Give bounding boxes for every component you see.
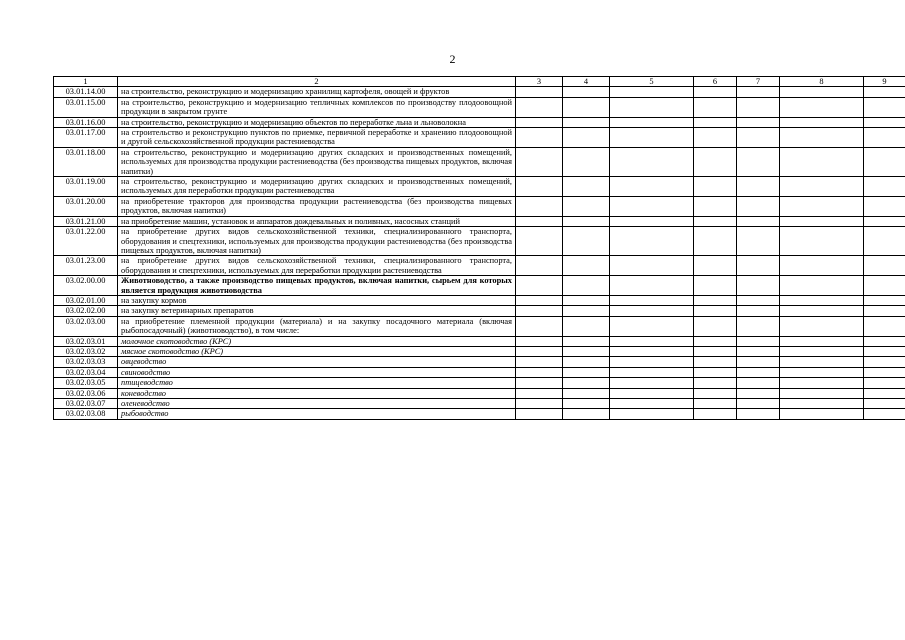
- column-number-9: 9: [864, 77, 905, 87]
- value-cell-col-8: [780, 388, 864, 398]
- row-code: 03.02.03.08: [54, 409, 118, 419]
- value-cell-col-8: [780, 399, 864, 409]
- value-cell-col-8: [780, 295, 864, 305]
- value-cell-col-9: [864, 378, 905, 388]
- row-description: свиноводство: [118, 367, 516, 377]
- row-code: 03.02.03.06: [54, 388, 118, 398]
- value-cell-col-7: [737, 128, 780, 148]
- row-description: на строительство, реконструкцию и модернизацию тепличных комплексов по производству плодоовощной продукции в закрытом грунте: [118, 97, 516, 117]
- value-cell-col-5: [610, 367, 694, 377]
- value-cell-col-9: [864, 87, 905, 97]
- value-cell-col-9: [864, 399, 905, 409]
- value-cell-col-6: [694, 216, 737, 226]
- value-cell-col-9: [864, 316, 905, 336]
- value-cell-col-4: [563, 295, 610, 305]
- row-description: молочное скотоводство (КРС): [118, 336, 516, 346]
- value-cell-col-6: [694, 409, 737, 419]
- value-cell-col-4: [563, 409, 610, 419]
- value-cell-col-9: [864, 367, 905, 377]
- value-cell-col-8: [780, 316, 864, 336]
- row-code: 03.02.03.07: [54, 399, 118, 409]
- value-cell-col-7: [737, 216, 780, 226]
- value-cell-col-9: [864, 177, 905, 197]
- value-cell-col-7: [737, 316, 780, 336]
- table-row: [54, 177, 905, 197]
- table-row: [54, 306, 905, 316]
- row-code: 03.01.19.00: [54, 177, 118, 197]
- row-description: на строительство, реконструкцию и модернизацию объектов по переработке льна и льноволокна: [118, 117, 516, 127]
- value-cell-col-7: [737, 87, 780, 97]
- column-number-1: 1: [54, 77, 118, 87]
- value-cell-col-7: [737, 117, 780, 127]
- row-description: коневодство: [118, 388, 516, 398]
- row-code: 03.02.02.00: [54, 306, 118, 316]
- row-code: 03.02.03.04: [54, 367, 118, 377]
- value-cell-col-9: [864, 388, 905, 398]
- value-cell-col-3: [516, 196, 563, 216]
- table-row: [54, 256, 905, 276]
- value-cell-col-7: [737, 256, 780, 276]
- value-cell-col-4: [563, 147, 610, 176]
- row-description: на приобретение других видов сельскохозяйственной техники, специализированного транспорта, оборудования и спецтехники, используемых для переработки продукции растениеводства: [118, 256, 516, 276]
- row-description: на приобретение машин, установок и аппаратов дождевальных и поливных, насосных станций: [118, 216, 516, 226]
- value-cell-col-3: [516, 336, 563, 346]
- value-cell-col-9: [864, 196, 905, 216]
- value-cell-col-5: [610, 336, 694, 346]
- value-cell-col-3: [516, 306, 563, 316]
- table-row: [54, 128, 905, 148]
- value-cell-col-8: [780, 409, 864, 419]
- table-row: [54, 336, 905, 346]
- row-description: на приобретение племенной продукции (материала) и на закупку посадочного материала (включая рыбопосадочный) (животноводство), в том числе:: [118, 316, 516, 336]
- row-code: 03.01.14.00: [54, 87, 118, 97]
- row-code: 03.02.03.02: [54, 346, 118, 356]
- value-cell-col-5: [610, 346, 694, 356]
- row-description: птицеводство: [118, 378, 516, 388]
- row-description: на строительство, реконструкцию и модернизацию других складских и производственных помещений, используемых для переработки продукции растениеводства: [118, 177, 516, 197]
- value-cell-col-7: [737, 147, 780, 176]
- value-cell-col-6: [694, 399, 737, 409]
- value-cell-col-7: [737, 227, 780, 256]
- value-cell-col-9: [864, 357, 905, 367]
- value-cell-col-6: [694, 97, 737, 117]
- value-cell-col-9: [864, 336, 905, 346]
- value-cell-col-3: [516, 295, 563, 305]
- value-cell-col-3: [516, 346, 563, 356]
- value-cell-col-4: [563, 306, 610, 316]
- row-code: 03.02.03.01: [54, 336, 118, 346]
- value-cell-col-7: [737, 306, 780, 316]
- value-cell-col-5: [610, 388, 694, 398]
- row-code: 03.01.20.00: [54, 196, 118, 216]
- value-cell-col-9: [864, 147, 905, 176]
- value-cell-col-7: [737, 409, 780, 419]
- table-row: [54, 227, 905, 256]
- value-cell-col-6: [694, 147, 737, 176]
- table-row: [54, 316, 905, 336]
- row-code: 03.02.03.05: [54, 378, 118, 388]
- value-cell-col-9: [864, 216, 905, 226]
- value-cell-col-9: [864, 117, 905, 127]
- row-description: на приобретение других видов сельскохозяйственной техники, специализированного транспорта, оборудования и спецтехники, используемых для производства продукции растениеводства (без производства пищевых продуктов, включая напитки): [118, 227, 516, 256]
- table-row: [54, 378, 905, 388]
- value-cell-col-3: [516, 399, 563, 409]
- value-cell-col-3: [516, 117, 563, 127]
- row-code: 03.02.00.00: [54, 276, 118, 296]
- row-description: на строительство и реконструкцию пунктов по приемке, первичной переработке и хранению плодоовощной и другой сельскохозяйственной продукции растениеводства: [118, 128, 516, 148]
- value-cell-col-8: [780, 128, 864, 148]
- value-cell-col-8: [780, 177, 864, 197]
- row-code: 03.02.01.00: [54, 295, 118, 305]
- value-cell-col-6: [694, 378, 737, 388]
- value-cell-col-8: [780, 196, 864, 216]
- value-cell-col-5: [610, 316, 694, 336]
- value-cell-col-5: [610, 306, 694, 316]
- value-cell-col-8: [780, 367, 864, 377]
- value-cell-col-9: [864, 97, 905, 117]
- value-cell-col-8: [780, 227, 864, 256]
- table-row: [54, 87, 905, 97]
- value-cell-col-4: [563, 316, 610, 336]
- value-cell-col-5: [610, 147, 694, 176]
- value-cell-col-7: [737, 378, 780, 388]
- value-cell-col-5: [610, 196, 694, 216]
- table-row: [54, 117, 905, 127]
- value-cell-col-9: [864, 306, 905, 316]
- table-row: [54, 216, 905, 226]
- table-row: [54, 388, 905, 398]
- value-cell-col-8: [780, 256, 864, 276]
- value-cell-col-3: [516, 256, 563, 276]
- value-cell-col-3: [516, 87, 563, 97]
- value-cell-col-3: [516, 388, 563, 398]
- row-description: на строительство, реконструкцию и модернизацию хранилищ картофеля, овощей и фруктов: [118, 87, 516, 97]
- value-cell-col-3: [516, 409, 563, 419]
- value-cell-col-4: [563, 128, 610, 148]
- row-code: 03.01.17.00: [54, 128, 118, 148]
- table-row: [54, 295, 905, 305]
- value-cell-col-5: [610, 87, 694, 97]
- row-code: 03.01.22.00: [54, 227, 118, 256]
- value-cell-col-6: [694, 128, 737, 148]
- value-cell-col-6: [694, 367, 737, 377]
- value-cell-col-8: [780, 378, 864, 388]
- value-cell-col-6: [694, 196, 737, 216]
- row-code: 03.01.21.00: [54, 216, 118, 226]
- value-cell-col-8: [780, 216, 864, 226]
- row-code: 03.01.16.00: [54, 117, 118, 127]
- table-row: [54, 97, 905, 117]
- value-cell-col-6: [694, 336, 737, 346]
- value-cell-col-6: [694, 256, 737, 276]
- value-cell-col-3: [516, 378, 563, 388]
- value-cell-col-3: [516, 276, 563, 296]
- page-number: 2: [449, 52, 456, 66]
- value-cell-col-4: [563, 336, 610, 346]
- value-cell-col-9: [864, 276, 905, 296]
- row-code: 03.01.15.00: [54, 97, 118, 117]
- column-number-6: 6: [694, 77, 737, 87]
- value-cell-col-4: [563, 87, 610, 97]
- row-description: на закупку кормов: [118, 295, 516, 305]
- row-code: 03.02.03.00: [54, 316, 118, 336]
- table-row: [54, 367, 905, 377]
- value-cell-col-7: [737, 388, 780, 398]
- value-cell-col-9: [864, 256, 905, 276]
- value-cell-col-4: [563, 367, 610, 377]
- value-cell-col-5: [610, 399, 694, 409]
- value-cell-col-9: [864, 128, 905, 148]
- row-code: 03.01.18.00: [54, 147, 118, 176]
- row-description: на приобретение тракторов для производства продукции растениеводства (без производства пищевых продуктов, включая напитки): [118, 196, 516, 216]
- value-cell-col-3: [516, 227, 563, 256]
- value-cell-col-7: [737, 399, 780, 409]
- value-cell-col-3: [516, 97, 563, 117]
- value-cell-col-4: [563, 117, 610, 127]
- value-cell-col-9: [864, 227, 905, 256]
- value-cell-col-3: [516, 216, 563, 226]
- table-row: [54, 399, 905, 409]
- value-cell-col-3: [516, 177, 563, 197]
- value-cell-col-6: [694, 227, 737, 256]
- row-code: 03.01.23.00: [54, 256, 118, 276]
- value-cell-col-3: [516, 147, 563, 176]
- header-row: [54, 77, 905, 87]
- value-cell-col-5: [610, 409, 694, 419]
- value-cell-col-5: [610, 227, 694, 256]
- value-cell-col-7: [737, 336, 780, 346]
- value-cell-col-6: [694, 87, 737, 97]
- value-cell-col-7: [737, 295, 780, 305]
- value-cell-col-4: [563, 378, 610, 388]
- report-table: [53, 76, 905, 420]
- row-code: 03.02.03.03: [54, 357, 118, 367]
- value-cell-col-4: [563, 276, 610, 296]
- value-cell-col-6: [694, 177, 737, 197]
- value-cell-col-5: [610, 128, 694, 148]
- column-number-8: 8: [780, 77, 864, 87]
- value-cell-col-9: [864, 346, 905, 356]
- value-cell-col-3: [516, 367, 563, 377]
- value-cell-col-4: [563, 357, 610, 367]
- value-cell-col-6: [694, 295, 737, 305]
- value-cell-col-4: [563, 256, 610, 276]
- value-cell-col-5: [610, 97, 694, 117]
- value-cell-col-7: [737, 346, 780, 356]
- value-cell-col-6: [694, 357, 737, 367]
- table-row: [54, 276, 905, 296]
- value-cell-col-4: [563, 346, 610, 356]
- value-cell-col-4: [563, 177, 610, 197]
- table-row: [54, 196, 905, 216]
- table-row: [54, 346, 905, 356]
- value-cell-col-5: [610, 276, 694, 296]
- value-cell-col-4: [563, 388, 610, 398]
- value-cell-col-4: [563, 227, 610, 256]
- value-cell-col-6: [694, 388, 737, 398]
- value-cell-col-8: [780, 117, 864, 127]
- value-cell-col-6: [694, 276, 737, 296]
- value-cell-col-6: [694, 346, 737, 356]
- value-cell-col-8: [780, 336, 864, 346]
- value-cell-col-5: [610, 295, 694, 305]
- value-cell-col-6: [694, 316, 737, 336]
- table-row: [54, 357, 905, 367]
- value-cell-col-5: [610, 378, 694, 388]
- value-cell-col-5: [610, 177, 694, 197]
- value-cell-col-7: [737, 357, 780, 367]
- row-description: овцеводство: [118, 357, 516, 367]
- table-body: [54, 87, 905, 419]
- value-cell-col-6: [694, 117, 737, 127]
- value-cell-col-7: [737, 367, 780, 377]
- table-row: [54, 147, 905, 176]
- value-cell-col-3: [516, 357, 563, 367]
- value-cell-col-8: [780, 346, 864, 356]
- column-number-4: 4: [563, 77, 610, 87]
- value-cell-col-3: [516, 316, 563, 336]
- value-cell-col-4: [563, 196, 610, 216]
- row-description: мясное скотоводство (КРС): [118, 346, 516, 356]
- value-cell-col-8: [780, 276, 864, 296]
- value-cell-col-7: [737, 97, 780, 117]
- value-cell-col-7: [737, 276, 780, 296]
- value-cell-col-5: [610, 117, 694, 127]
- value-cell-col-8: [780, 87, 864, 97]
- column-number-5: 5: [610, 77, 694, 87]
- column-number-3: 3: [516, 77, 563, 87]
- row-description: Животноводство, а также производство пищевых продуктов, включая напитки, сырьем для которых является продукция животноводства: [118, 276, 516, 296]
- value-cell-col-8: [780, 357, 864, 367]
- value-cell-col-9: [864, 295, 905, 305]
- value-cell-col-9: [864, 409, 905, 419]
- value-cell-col-4: [563, 97, 610, 117]
- value-cell-col-6: [694, 306, 737, 316]
- row-description: на закупку ветеринарных препаратов: [118, 306, 516, 316]
- row-description: на строительство, реконструкцию и модернизацию других складских и производственных помещений, используемых для производства продукции растениеводства (без производства пищевых продуктов, включая напитки): [118, 147, 516, 176]
- value-cell-col-7: [737, 177, 780, 197]
- table-row: [54, 409, 905, 419]
- value-cell-col-4: [563, 399, 610, 409]
- column-number-2: 2: [118, 77, 516, 87]
- value-cell-col-3: [516, 128, 563, 148]
- row-description: оленеводство: [118, 399, 516, 409]
- column-number-7: 7: [737, 77, 780, 87]
- value-cell-col-5: [610, 216, 694, 226]
- value-cell-col-5: [610, 256, 694, 276]
- value-cell-col-5: [610, 357, 694, 367]
- value-cell-col-8: [780, 306, 864, 316]
- row-description: рыбоводство: [118, 409, 516, 419]
- value-cell-col-7: [737, 196, 780, 216]
- value-cell-col-4: [563, 216, 610, 226]
- value-cell-col-8: [780, 147, 864, 176]
- value-cell-col-8: [780, 97, 864, 117]
